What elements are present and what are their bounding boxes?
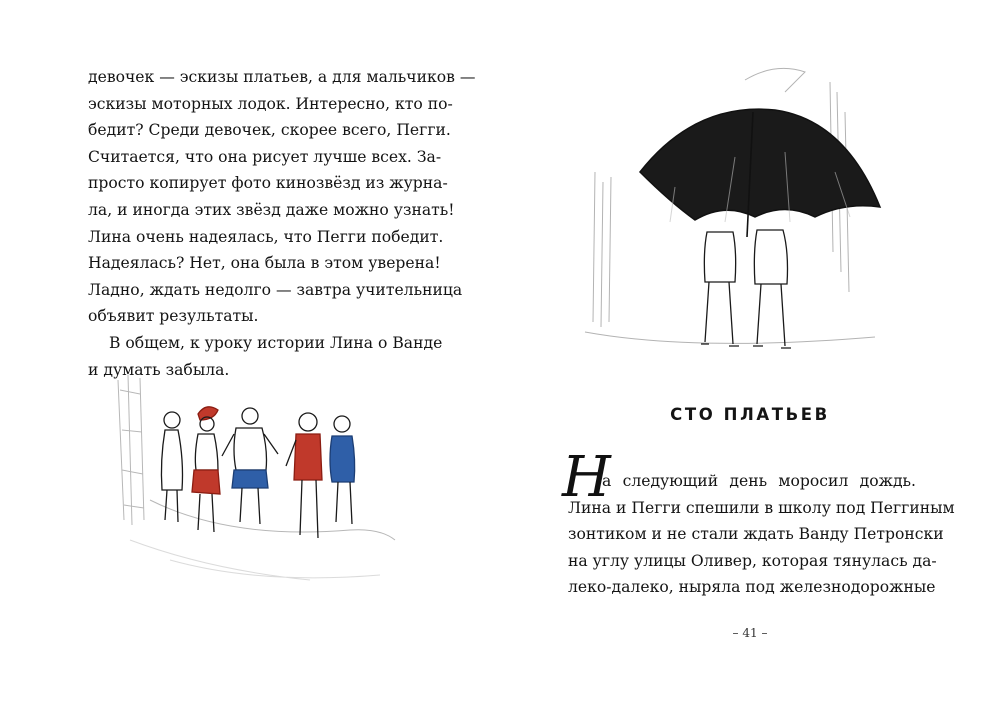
text-line: эскизы моторных лодок. Интересно, кто по-	[88, 94, 453, 113]
children-group-illustration	[110, 370, 400, 595]
chapter-title: СТО ПЛАТЬЕВ	[670, 405, 830, 424]
text-line: Ладно, ждать недолго — завтра учительница	[88, 280, 463, 299]
text-line: Лина и Пегги спешили в школу под Пеггиным	[568, 498, 955, 517]
text-line: зонтиком и не стали ждать Ванду Петронски	[568, 525, 944, 544]
text-line: а следующий день моросил дождь.	[602, 472, 916, 490]
text-line: Надеялась? Нет, она была в этом уверена!	[88, 254, 441, 273]
text-line: девочек — эскизы платьев, а для мальчиков —	[88, 68, 476, 86]
text-line: и думать забыла.	[88, 360, 230, 379]
text-line: Лина очень надеялась, что Пегги победит.	[88, 227, 444, 246]
text-line: просто копирует фото кинозвёзд из журна-	[88, 174, 448, 193]
text-line: ла, и иногда этих звёзд даже можно узнать!	[88, 200, 455, 219]
right-page-text	[568, 468, 955, 601]
text-line: бедит? Среди девочек, скорее всего, Пегги.	[88, 121, 451, 140]
text-line: на углу улицы Оливер, которая тянулась да-	[568, 551, 937, 570]
left-page-text	[88, 64, 476, 383]
text-line: леко-далеко, ныряла под железнодорожные	[568, 578, 936, 597]
umbrella-girls-illustration	[575, 52, 915, 367]
text-line: В общем, к уроку истории Лина о Ванде	[109, 333, 443, 352]
drop-cap: Н	[562, 445, 611, 510]
text-line: Считается, что она рисует лучше всех. За-	[88, 147, 442, 166]
text-line: объявит результаты.	[88, 307, 259, 326]
page-number: – 41 –	[732, 626, 768, 640]
